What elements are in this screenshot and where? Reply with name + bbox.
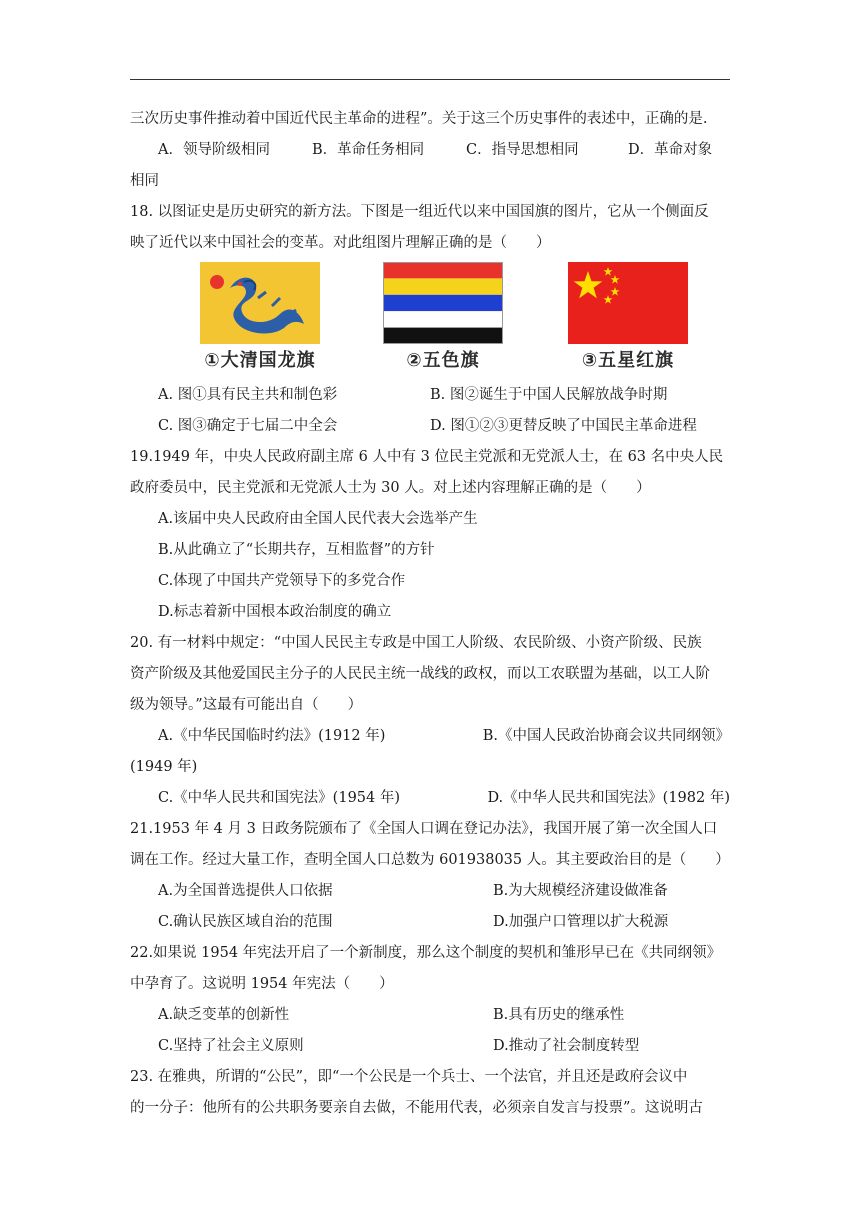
q17-option-a: A．领导阶级相同 [158, 142, 270, 158]
q22-option-c: C.坚持了社会主义原则 [158, 1038, 304, 1054]
q17-option-b: B．革命任务相同 [312, 142, 425, 158]
q17-option-d-continuation: 相同 [130, 173, 159, 189]
q20-options-row2 [130, 783, 730, 814]
q22-stem-line1: 22.如果说 1954 年宪法开启了一个新制度，那么这个制度的契机和雏形早已在《共同纲领》 [130, 945, 722, 961]
q20-stem-line1: 20. 有一材料中规定：“中国人民民主专政是中国工人阶级、农民阶级、小资产阶级、民族 [130, 635, 702, 651]
q21-options-row1 [130, 876, 730, 907]
q17-options [130, 135, 730, 166]
q21-option-c: C.确认民族区域自治的范围 [158, 914, 333, 930]
q19-option-a: A.该届中央人民政府由全国人民代表大会选举产生 [158, 511, 478, 527]
q19-option-b: B.从此确立了“长期共存，互相监督”的方针 [158, 542, 435, 558]
q22-options-row1 [130, 1000, 730, 1031]
q19-option-c: C.体现了中国共产党领导下的多党合作 [158, 573, 406, 589]
q21-stem-line2: 调在工作。经过大量工作，查明全国人口总数为 601938035 人。其主要政治目的是（ ） [130, 852, 730, 868]
q20-option-a: A.《中华民国临时约法》(1912 年) [158, 728, 386, 744]
q21-option-b: B.为大规模经济建设做准备 [493, 883, 668, 899]
q18-options-row2 [130, 411, 730, 442]
q21-option-d: D.加强户口管理以扩大税源 [493, 914, 669, 930]
flag-images [130, 262, 730, 378]
exam-content [130, 104, 730, 1124]
q19-option-d: D.标志着新中国根本政治制度的确立 [158, 604, 392, 620]
q19-stem-line1: 19.1949 年，中央人民政府副主席 6 人中有 3 位民主党派和无党派人士，在 63 名中央人民 [130, 449, 724, 465]
q20-stem-line3: 级为领导。”这最有可能出自（ ） [130, 697, 363, 713]
q18-stem-line2: 映了近代以来中国社会的变革。对此组图片理解正确的是（ ） [130, 235, 551, 251]
q18-stem-line1: 18. 以图证史是历史研究的新方法。下图是一组近代以来中国国旗的图片，它从一个侧面反 [130, 204, 709, 220]
q23-stem-line1: 23. 在雅典，所谓的“公民”，即“一个公民是一个兵士、一个法官，并且还是政府会议中 [130, 1069, 688, 1085]
q18-option-a: A. 图①具有民主共和制色彩 [158, 387, 338, 403]
q18-option-b: B. 图②诞生于中国人民解放战争时期 [430, 387, 668, 403]
header-rule [130, 79, 730, 80]
q20-option-b: B.《中国人民政治协商会议共同纲领》 [482, 728, 730, 744]
q20-stem-line2: 资产阶级及其他爱国民主分子的人民民主统一战线的政权，而以工农联盟为基础，以工人阶 [130, 666, 710, 682]
five-star-red-flag-image [568, 262, 688, 344]
q21-option-a: A.为全国普选提供人口依据 [158, 883, 333, 899]
q20-option-b-continuation: (1949 年) [130, 759, 198, 775]
q20-option-c: C.《中华人民共和国宪法》(1954 年) [158, 790, 401, 806]
q21-options-row2 [130, 907, 730, 938]
q21-stem-line1: 21.1953 年 4 月 3 日政务院颁布了《全国人口调在登记办法》，我国开展了第一次全国人口 [130, 821, 718, 837]
caption-five-star-flag: ③五星红旗 [581, 350, 675, 371]
q22-option-d: D.推动了社会制度转型 [493, 1038, 640, 1054]
caption-qing-flag: ①大清国龙旗 [204, 350, 316, 371]
q19-stem-line2: 政府委员中，民主党派和无党派人士为 30 人。对上述内容理解正确的是（ ） [130, 480, 651, 496]
q20-option-d: D.《中华人民共和国宪法》(1982 年) [487, 790, 730, 806]
q18-option-c: C. 图③确定于七届二中全会 [158, 418, 338, 434]
q17-option-c: C．指导思想相同 [466, 142, 579, 158]
q22-stem-line2: 中孕育了。这说明 1954 年宪法（ ） [130, 976, 394, 992]
q18-options-row1 [130, 380, 730, 411]
q18-option-d: D. 图①②③更替反映了中国民主革命进程 [430, 418, 697, 434]
q17-option-d: D．革命对象 [628, 142, 713, 158]
q20-options-row1 [130, 721, 730, 752]
q22-option-b: B.具有历史的继承性 [493, 1007, 625, 1023]
q17-stem-continuation: 三次历史事件推动着中国近代民主革命的进程”。关于这三个历史事件的表述中，正确的是. [130, 111, 708, 127]
q22-option-a: A.缺乏变革的创新性 [158, 1007, 290, 1023]
caption-five-colored-flag: ②五色旗 [406, 350, 480, 371]
qing-dragon-flag-image [200, 262, 320, 344]
five-colored-flag-image [383, 262, 503, 344]
q22-options-row2 [130, 1031, 730, 1062]
q23-stem-line2: 的一分子：他所有的公共职务要亲自去做，不能用代表，必须亲自发言与投票”。这说明古 [130, 1100, 703, 1116]
